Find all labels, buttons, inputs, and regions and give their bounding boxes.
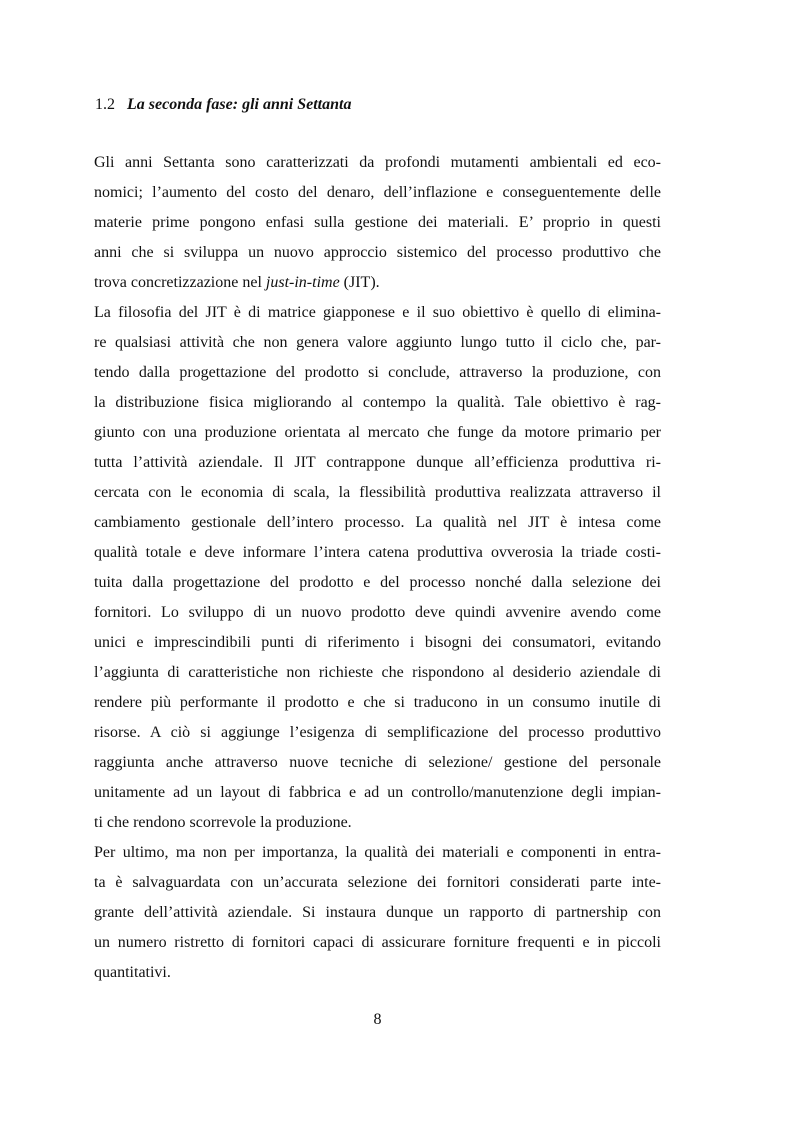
text-line-last: quantitativi. — [94, 964, 171, 981]
text-line: re qualsiasi attività che non genera valore aggiunto lungo tutto il ciclo che, par- — [94, 334, 661, 351]
body-text — [94, 148, 661, 988]
text-line-last: ti che rendono scorrevole la produzione. — [94, 814, 352, 831]
paragraph-2 — [94, 298, 661, 838]
italic-term: just-in-time — [265, 274, 340, 291]
text-line: grante dell’attività aziendale. Si instaura dunque un rapporto di partnership con — [94, 904, 661, 921]
text-line: qualità totale e deve informare l’intera catena produttiva ovverosia la triade costi- — [94, 544, 661, 561]
section-heading — [95, 94, 675, 116]
text-line: rendere più performante il prodotto e che si traducono in un consumo inutile di — [94, 694, 661, 711]
paragraph-1 — [94, 148, 661, 298]
text-line: ta è salvaguardata con un’accurata selezione dei fornitori considerati parte inte- — [94, 874, 661, 891]
text-line: l’aggiunta di caratteristiche non richieste che rispondono al desiderio aziendale di — [94, 664, 661, 681]
text-line: raggiunta anche attraverso nuove tecniche di selezione/ gestione del personale — [94, 754, 661, 771]
text-line: Gli anni Settanta sono caratterizzati da profondi mutamenti ambientali ed eco- — [94, 154, 661, 171]
text-line: materie prime pongono enfasi sulla gestione dei materiali. E’ proprio in questi — [94, 214, 661, 231]
text-line: cambiamento gestionale dell’intero processo. La qualità nel JIT è intesa come — [94, 514, 661, 531]
text-line: giunto con una produzione orientata al mercato che funge da motore primario per — [94, 424, 661, 441]
page-number: 8 — [373, 1011, 382, 1028]
text-line: tendo dalla progettazione del prodotto si conclude, attraverso la produzione, con — [94, 364, 661, 381]
text-line: risorse. A ciò si aggiunge l’esigenza di semplificazione del processo produttivo — [94, 724, 661, 741]
text-line: fornitori. Lo sviluppo di un nuovo prodotto deve quindi avvenire avendo come — [94, 604, 661, 621]
paragraph-3 — [94, 838, 661, 988]
text-line: nomici; l’aumento del costo del denaro, dell’inflazione e conseguentemente delle — [94, 184, 661, 201]
section-title: La seconda fase: gli anni Settanta — [127, 96, 352, 113]
text-line: tutta l’attività aziendale. Il JIT contrappone dunque all’efficienza produttiva ri- — [94, 454, 661, 471]
text-line: la distribuzione fisica migliorando al contempo la qualità. Tale obiettivo è rag- — [94, 394, 661, 411]
text-line-last — [94, 268, 661, 298]
text-run: trova concretizzazione nel — [94, 274, 266, 291]
text-line: unici e imprescindibili punti di riferimento i bisogni dei consumatori, evitando — [94, 634, 661, 651]
text-line: tuita dalla progettazione del prodotto e del processo nonché dalla selezione dei — [94, 574, 661, 591]
text-line: cercata con le economia di scala, la flessibilità produttiva realizzata attraverso il — [94, 484, 661, 501]
text-line: unitamente ad un layout di fabbrica e ad un controllo/manutenzione degli impian- — [94, 784, 661, 801]
text-line: un numero ristretto di fornitori capaci di assicurare forniture frequenti e in piccoli — [94, 934, 661, 951]
text-run: (JIT). — [339, 274, 380, 291]
text-line: La filosofia del JIT è di matrice giapponese e il suo obiettivo è quello di elimina- — [94, 304, 661, 321]
section-number: 1.2 — [95, 96, 115, 113]
text-line: Per ultimo, ma non per importanza, la qualità dei materiali e componenti in entra- — [94, 844, 661, 861]
text-line: anni che si sviluppa un nuovo approccio sistemico del processo produttivo che — [94, 244, 661, 261]
